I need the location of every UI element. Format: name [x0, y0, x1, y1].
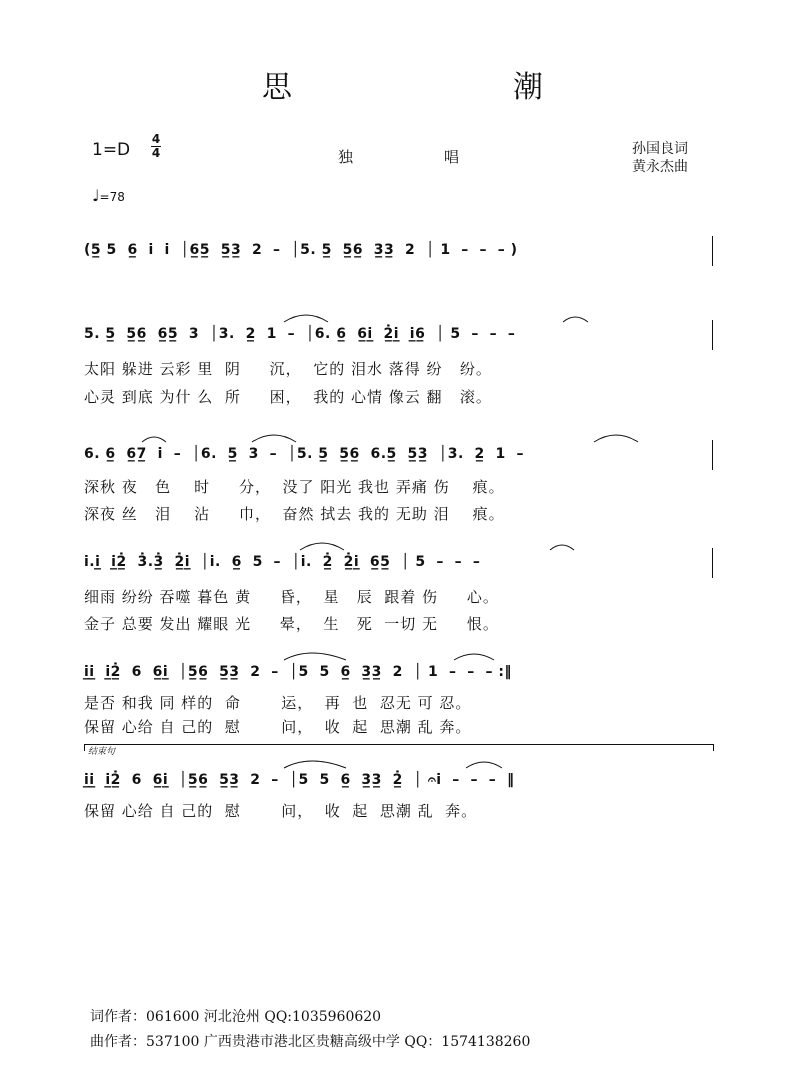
lyrics-system-3-verse-2: 深夜 丝 泪 沾 巾， 奋然 拭去 我的 无助 泪 痕。 — [84, 505, 505, 523]
time-signature-bottom: 4 — [151, 146, 161, 160]
lyrics-system-3-verse-1: 深秋 夜 色 时 分， 没了 阳光 我也 弄痛 伤 痕。 — [84, 478, 505, 496]
ending-label: 结束句 — [88, 747, 116, 757]
slur — [300, 543, 344, 550]
footer-lyricist-info: 词作者：061600 河北沧州 QQ:1035960620 — [90, 1009, 382, 1025]
notes-system-6: i̲̇i̲̇ i̲̇2̲̇ 6 6̲i̲̇ │5̲6̲ 5̲3̲ 2 – │5 5 6̲ 3̲3̲ 2̲̇ │ 𝄐i̇ – – – ‖ — [84, 772, 515, 788]
lyrics-system-5-verse-1: 是否 和我 同 样的 命 运， 再 也 忍无 可 忍。 — [84, 694, 472, 712]
notes-system-4: i̇.i̲̇ i̲̇2̲̇ 3̇.3̲̇ 2̲̇i̲̇ │i̇. 6̲ 5 – │i̇. 2̲̇ 2̲̇i̲̇ 6̲5̲ │ 5 – – – — [84, 554, 481, 570]
composer: 黄永杰曲 — [632, 159, 688, 175]
lyrics-system-5-verse-2: 保留 心给 自 己的 慰 问， 收 起 思潮 乱 奔。 — [84, 718, 472, 736]
title-char-1: 思 — [262, 70, 292, 105]
slur — [454, 654, 494, 660]
lyrics-system-4-verse-1: 细雨 纷纷 吞噬 暮色 黄 昏， 星 辰 跟着 伤 心。 — [84, 588, 499, 606]
tempo-value: =78 — [99, 190, 125, 204]
notes-system-3: 6. 6̲ 6̲7̲ i̇ – │6. 5̲ 3 – │5. 5̲ 5̲6̲ 6.5̲ 5̲3̲ │3. 2̲ 1 – — [84, 446, 524, 462]
lyrics-system-4-verse-2: 金子 总要 发出 耀眼 光 晕， 生 死 一切 无 恨。 — [84, 615, 499, 633]
key-signature: 1=D — [92, 140, 131, 160]
slur — [252, 435, 296, 442]
slur — [550, 545, 574, 550]
performance-char-2: 唱 — [444, 148, 460, 166]
lyrics-system-6-verse-1: 保留 心给 自 己的 慰 问， 收 起 思潮 乱 奔。 — [84, 802, 478, 820]
notes-system-1: (5̲ 5 6̲ i̇ i̇ │6̲5̲ 5̲3̲ 2 – │5. 5̲ 5̲6̲ 3̲3̲ 2 │ 1 – – – ) — [84, 242, 518, 258]
slur — [142, 437, 166, 442]
lyrics-system-2-verse-2: 心灵 到底 为什 么 所 困， 我的 心情 像云 翻 滚。 — [84, 388, 492, 406]
title-char-2: 潮 — [513, 70, 543, 105]
slur — [284, 761, 346, 768]
slur — [563, 317, 588, 322]
slur — [594, 435, 638, 442]
notes-system-2: 5. 5̲ 5̲6̲ 6̲5̲ 3 │3. 2̲ 1 – │6. 6̲ 6̲i̲̇ 2̲̇i̲̇ i̲̇6̲ │ 5 – – – — [84, 326, 516, 342]
time-signature-top: 4 — [151, 132, 161, 146]
slur — [284, 315, 328, 322]
notes-system-5: i̲̇i̲̇ i̲̇2̲̇ 6 6̲i̲̇ │5̲6̲ 5̲3̲ 2 – │5 5 6̲ 3̲3̲ 2 │ 1 – – – :‖ — [84, 664, 512, 680]
slur — [284, 653, 346, 660]
lyrics-system-2-verse-1: 太阳 躲进 云彩 里 阴 沉， 它的 泪水 落得 纷 纷。 — [84, 360, 492, 378]
slur — [466, 762, 502, 768]
lyricist: 孙国良词 — [632, 141, 688, 157]
footer-composer-info: 曲作者：537100 广西贵港市港北区贵糖高级中学 QQ：1574138260 — [90, 1034, 531, 1050]
performance-char-1: 独 — [338, 148, 354, 166]
quarter-note-icon: ♩ — [92, 186, 100, 205]
